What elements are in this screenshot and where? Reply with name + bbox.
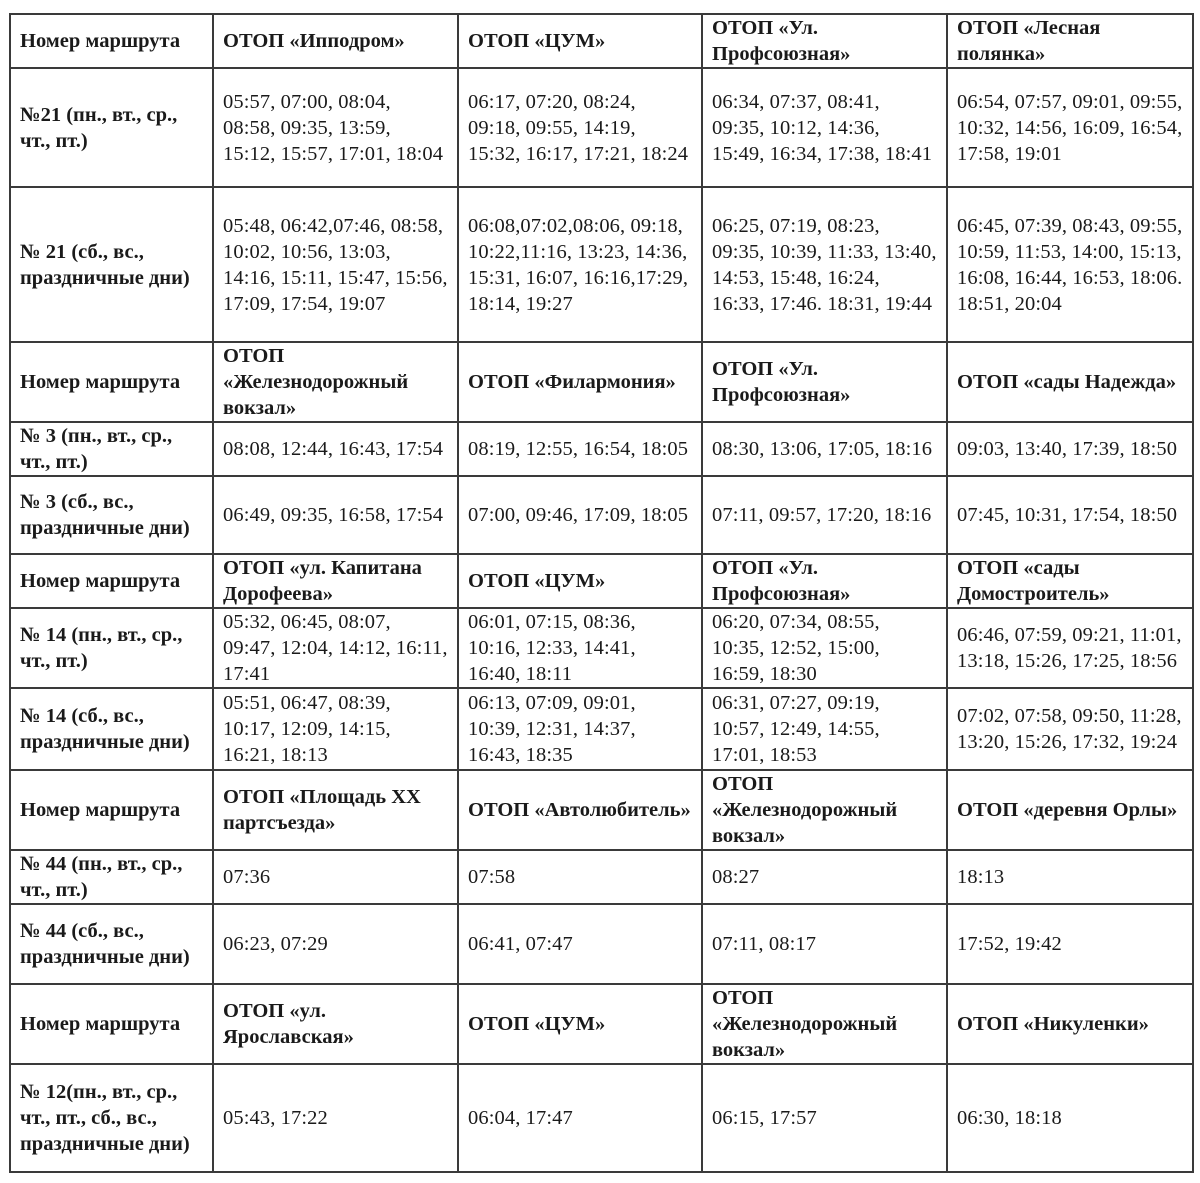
schedule-row <box>10 476 1193 554</box>
departure-times: 07:11, 09:57, 17:20, 18:16 <box>702 476 947 554</box>
schedule-row <box>10 422 1193 476</box>
schedule-row <box>10 688 1193 770</box>
stop-header: ОТОП «ЦУМ» <box>458 14 702 68</box>
departure-times: 18:13 <box>947 850 1193 904</box>
departure-times: 06:01, 07:15, 08:36, 10:16, 12:33, 14:41, 16:40, 18:11 <box>458 608 702 688</box>
departure-times: 06:08,07:02,08:06, 09:18, 10:22,11:16, 13:23, 14:36, 15:31, 16:07, 16:16,17:29, 18:14, 19:27 <box>458 187 702 342</box>
departure-times: 08:27 <box>702 850 947 904</box>
departure-times: 05:51, 06:47, 08:39, 10:17, 12:09, 14:15, 16:21, 18:13 <box>213 688 458 770</box>
stop-header: ОТОП «Автолюбитель» <box>458 770 702 850</box>
departure-times: 06:46, 07:59, 09:21, 11:01, 13:18, 15:26, 17:25, 18:56 <box>947 608 1193 688</box>
departure-times: 06:45, 07:39, 08:43, 09:55, 10:59, 11:53, 14:00, 15:13, 16:08, 16:44, 16:53, 18:06. 18:51, 20:04 <box>947 187 1193 342</box>
route-label: № 12(пн., вт., ср., чт., пт., сб., вс., праздничные дни) <box>10 1064 213 1172</box>
stop-header: ОТОП «ЦУМ» <box>458 984 702 1064</box>
route-label: № 21 (сб., вс., праздничные дни) <box>10 187 213 342</box>
departure-times: 07:11, 08:17 <box>702 904 947 984</box>
departure-times: 05:57, 07:00, 08:04, 08:58, 09:35, 13:59, 15:12, 15:57, 17:01, 18:04 <box>213 68 458 187</box>
departure-times: 06:13, 07:09, 09:01, 10:39, 12:31, 14:37, 16:43, 18:35 <box>458 688 702 770</box>
departure-times: 06:17, 07:20, 08:24, 09:18, 09:55, 14:19, 15:32, 16:17, 17:21, 18:24 <box>458 68 702 187</box>
header-row <box>10 14 1193 68</box>
departure-times: 06:23, 07:29 <box>213 904 458 984</box>
departure-times: 06:15, 17:57 <box>702 1064 947 1172</box>
departure-times: 05:43, 17:22 <box>213 1064 458 1172</box>
departure-times: 08:08, 12:44, 16:43, 17:54 <box>213 422 458 476</box>
stop-header: ОТОП «ЦУМ» <box>458 554 702 608</box>
departure-times: 06:25, 07:19, 08:23, 09:35, 10:39, 11:33, 13:40, 14:53, 15:48, 16:24, 16:33, 17:46. 18:31, 19:44 <box>702 187 947 342</box>
bus-schedule-table <box>9 13 1194 1173</box>
stop-header: ОТОП «сады Домостроитель» <box>947 554 1193 608</box>
departure-times: 06:49, 09:35, 16:58, 17:54 <box>213 476 458 554</box>
route-number-header: Номер маршрута <box>10 554 213 608</box>
stop-header: ОТОП «Железнодорожный вокзал» <box>213 342 458 422</box>
schedule-row <box>10 1064 1193 1172</box>
departure-times: 07:45, 10:31, 17:54, 18:50 <box>947 476 1193 554</box>
stop-header: ОТОП «Железнодорожный вокзал» <box>702 770 947 850</box>
stop-header: ОТОП «Филармония» <box>458 342 702 422</box>
header-row <box>10 984 1193 1064</box>
stop-header: ОТОП «Ипподром» <box>213 14 458 68</box>
departure-times: 06:30, 18:18 <box>947 1064 1193 1172</box>
route-number-header: Номер маршрута <box>10 984 213 1064</box>
departure-times: 06:54, 07:57, 09:01, 09:55, 10:32, 14:56, 16:09, 16:54, 17:58, 19:01 <box>947 68 1193 187</box>
schedule-row <box>10 68 1193 187</box>
header-row <box>10 342 1193 422</box>
schedule-row <box>10 904 1193 984</box>
route-label: №21 (пн., вт., ср., чт., пт.) <box>10 68 213 187</box>
route-label: № 3 (пн., вт., ср., чт., пт.) <box>10 422 213 476</box>
departure-times: 06:41, 07:47 <box>458 904 702 984</box>
route-label: № 3 (сб., вс., праздничные дни) <box>10 476 213 554</box>
departure-times: 07:58 <box>458 850 702 904</box>
route-label: № 14 (пн., вт., ср., чт., пт.) <box>10 608 213 688</box>
stop-header: ОТОП «Железнодорожный вокзал» <box>702 984 947 1064</box>
stop-header: ОТОП «Лесная полянка» <box>947 14 1193 68</box>
departure-times: 08:30, 13:06, 17:05, 18:16 <box>702 422 947 476</box>
departure-times: 06:04, 17:47 <box>458 1064 702 1172</box>
departure-times: 17:52, 19:42 <box>947 904 1193 984</box>
stop-header: ОТОП «ул. Ярославская» <box>213 984 458 1064</box>
stop-header: ОТОП «Ул. Профсоюзная» <box>702 554 947 608</box>
schedule-row <box>10 850 1193 904</box>
route-label: № 14 (сб., вс., праздничные дни) <box>10 688 213 770</box>
route-number-header: Номер маршрута <box>10 770 213 850</box>
stop-header: ОТОП «ул. Капитана Дорофеева» <box>213 554 458 608</box>
departure-times: 05:32, 06:45, 08:07, 09:47, 12:04, 14:12, 16:11, 17:41 <box>213 608 458 688</box>
schedule-row <box>10 608 1193 688</box>
route-number-header: Номер маршрута <box>10 342 213 422</box>
departure-times: 07:36 <box>213 850 458 904</box>
stop-header: ОТОП «Ул. Профсоюзная» <box>702 14 947 68</box>
route-label: № 44 (сб., вс., праздничные дни) <box>10 904 213 984</box>
header-row <box>10 554 1193 608</box>
schedule-row <box>10 187 1193 342</box>
departure-times: 09:03, 13:40, 17:39, 18:50 <box>947 422 1193 476</box>
departure-times: 05:48, 06:42,07:46, 08:58, 10:02, 10:56, 13:03, 14:16, 15:11, 15:47, 15:56, 17:09, 17:54, 19:07 <box>213 187 458 342</box>
departure-times: 06:20, 07:34, 08:55, 10:35, 12:52, 15:00, 16:59, 18:30 <box>702 608 947 688</box>
stop-header: ОТОП «Площадь XX партсъезда» <box>213 770 458 850</box>
route-label: № 44 (пн., вт., ср., чт., пт.) <box>10 850 213 904</box>
stop-header: ОТОП «деревня Орлы» <box>947 770 1193 850</box>
departure-times: 06:34, 07:37, 08:41, 09:35, 10:12, 14:36, 15:49, 16:34, 17:38, 18:41 <box>702 68 947 187</box>
stop-header: ОТОП «сады Надежда» <box>947 342 1193 422</box>
stop-header: ОТОП «Никуленки» <box>947 984 1193 1064</box>
departure-times: 07:02, 07:58, 09:50, 11:28, 13:20, 15:26, 17:32, 19:24 <box>947 688 1193 770</box>
header-row <box>10 770 1193 850</box>
route-number-header: Номер маршрута <box>10 14 213 68</box>
departure-times: 07:00, 09:46, 17:09, 18:05 <box>458 476 702 554</box>
departure-times: 06:31, 07:27, 09:19, 10:57, 12:49, 14:55, 17:01, 18:53 <box>702 688 947 770</box>
departure-times: 08:19, 12:55, 16:54, 18:05 <box>458 422 702 476</box>
stop-header: ОТОП «Ул. Профсоюзная» <box>702 342 947 422</box>
